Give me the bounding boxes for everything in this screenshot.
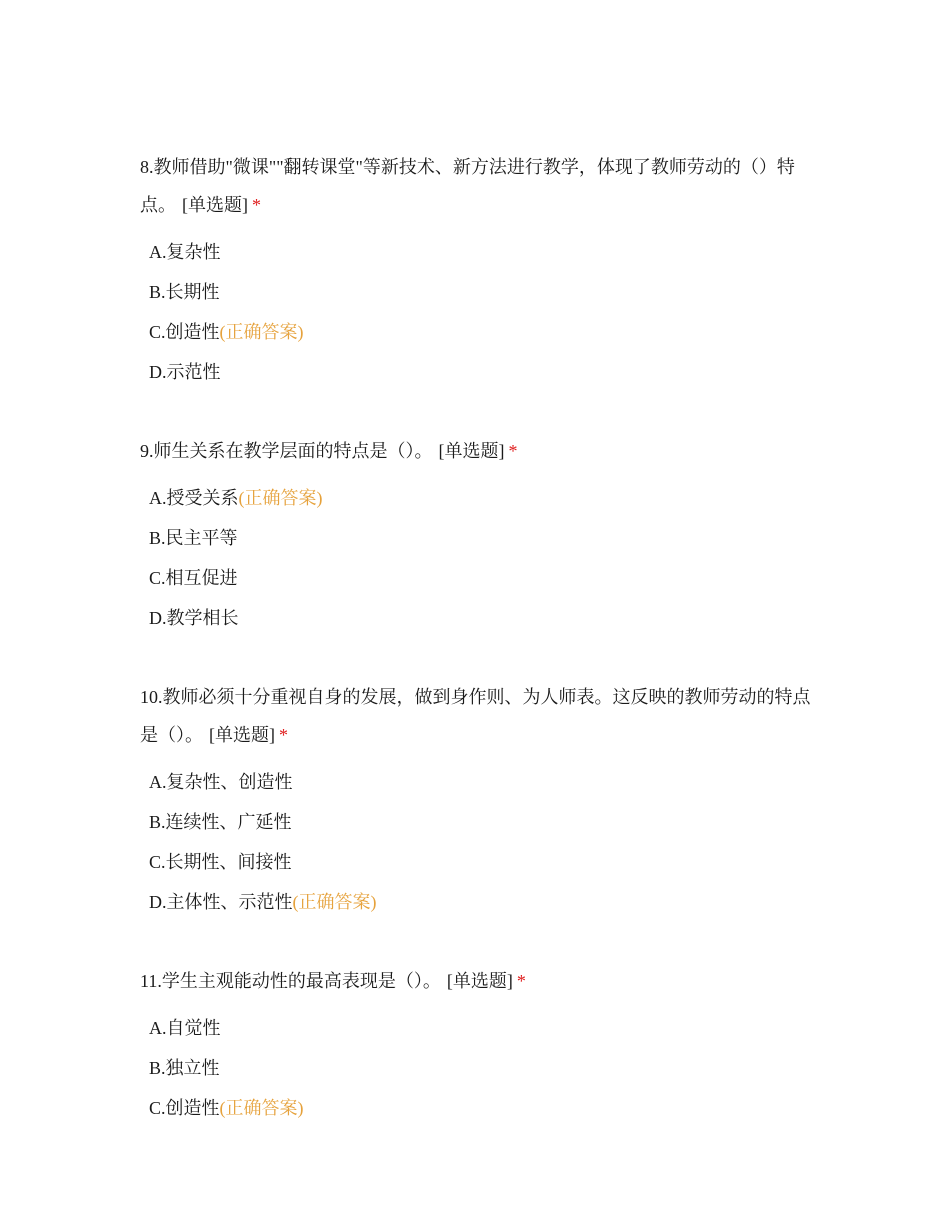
option-label: A.复杂性、创造性 <box>149 772 293 792</box>
question-9 <box>140 432 820 638</box>
correct-answer-tag: (正确答案) <box>238 488 323 508</box>
question-10 <box>140 678 820 922</box>
question-stem <box>140 678 820 754</box>
question-separator <box>140 392 820 432</box>
option-d[interactable] <box>149 352 820 392</box>
option-label: D.示范性 <box>149 362 221 382</box>
option-label: A.授受关系 <box>149 488 239 508</box>
question-separator <box>140 638 820 678</box>
option-a[interactable] <box>149 232 820 272</box>
question-text: 9.师生关系在教学层面的特点是（）。 <box>140 441 433 461</box>
option-b[interactable] <box>149 802 820 842</box>
option-list <box>140 232 820 392</box>
option-list <box>140 1008 820 1128</box>
option-c[interactable] <box>149 558 820 598</box>
question-type: [单选题] <box>182 195 248 215</box>
question-stem <box>140 432 820 470</box>
required-marker: * <box>252 195 261 215</box>
option-label: B.连续性、广延性 <box>149 812 292 832</box>
question-stem <box>140 962 820 1000</box>
option-c[interactable] <box>149 1088 820 1128</box>
option-a[interactable] <box>149 762 820 802</box>
option-label: A.自觉性 <box>149 1018 221 1038</box>
question-stem <box>140 148 820 224</box>
option-list <box>140 478 820 638</box>
option-b[interactable] <box>149 518 820 558</box>
option-a[interactable] <box>149 478 820 518</box>
option-label: C.相互促进 <box>149 568 238 588</box>
option-d[interactable] <box>149 882 820 922</box>
option-label: D.教学相长 <box>149 608 239 628</box>
option-label: C.长期性、间接性 <box>149 852 292 872</box>
option-label: C.创造性 <box>149 322 220 342</box>
correct-answer-tag: (正确答案) <box>219 322 304 342</box>
option-label: B.独立性 <box>149 1058 220 1078</box>
option-label: D.主体性、示范性 <box>149 892 293 912</box>
option-d[interactable] <box>149 598 820 638</box>
question-separator <box>140 922 820 962</box>
question-8 <box>140 148 820 392</box>
option-b[interactable] <box>149 1048 820 1088</box>
correct-answer-tag: (正确答案) <box>219 1098 304 1118</box>
option-b[interactable] <box>149 272 820 312</box>
question-11 <box>140 962 820 1128</box>
question-text: 8.教师借助"微课""翻转课堂"等新技术、新方法进行教学，体现了教师劳动的（）特点。 <box>140 157 795 215</box>
question-type: [单选题] <box>446 971 513 991</box>
option-list <box>140 762 820 922</box>
option-a[interactable] <box>149 1008 820 1048</box>
question-text: 10.教师必须十分重视自身的发展，做到身作则、为人师表。这反映的教师劳动的特点是（）。 <box>140 687 811 745</box>
correct-answer-tag: (正确答案) <box>292 892 377 912</box>
question-list <box>140 148 820 1128</box>
option-label: B.民主平等 <box>149 528 238 548</box>
required-marker: * <box>279 725 288 745</box>
question-text: 11.学生主观能动性的最高表现是（）。 <box>140 971 441 991</box>
required-marker: * <box>508 441 518 461</box>
required-marker: * <box>516 971 526 991</box>
question-type: [单选题] <box>209 725 275 745</box>
option-label: A.复杂性 <box>149 242 221 262</box>
option-label: C.创造性 <box>149 1098 220 1118</box>
option-c[interactable] <box>149 312 820 352</box>
option-c[interactable] <box>149 842 820 882</box>
option-label: B.长期性 <box>149 282 220 302</box>
question-type: [单选题] <box>438 441 505 461</box>
